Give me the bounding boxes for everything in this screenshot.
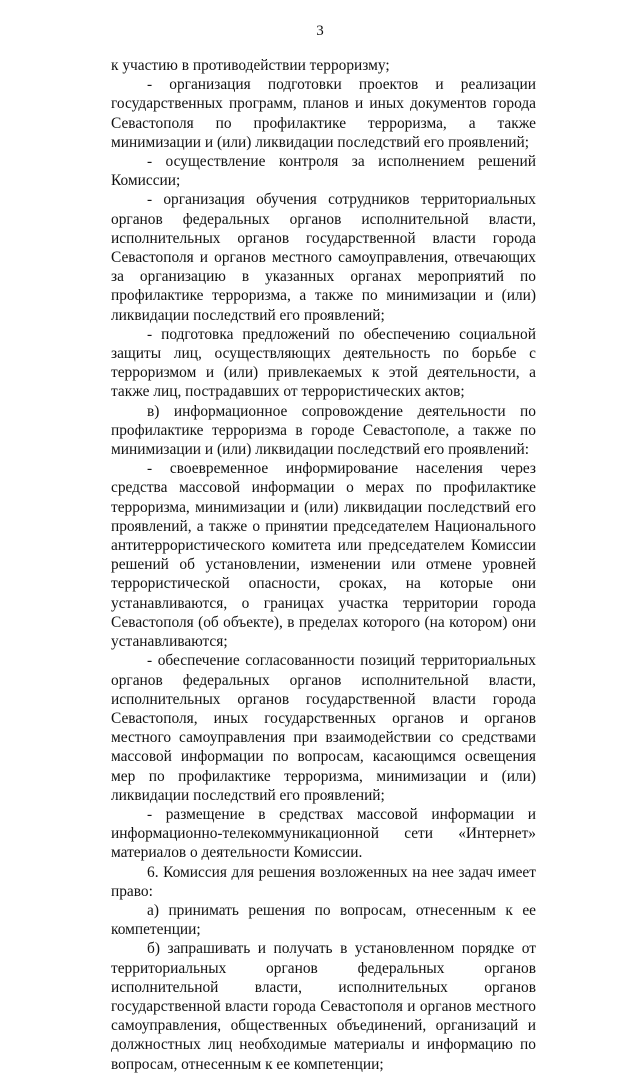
paragraph-5: - подготовка предложений по обеспечению социальной защиты лиц, осуществляющих деятельность по борьбе с терроризмом и (или) привлекаемых к этой деятельности, а также лиц, пострадавших от террористических актов; xyxy=(111,325,536,401)
paragraph-6: в) информационное сопровождение деятельности по профилактике терроризма в городе Севастополе, а также по минимизации и (или) ликвидации последствий его проявлений: xyxy=(111,402,536,459)
paragraph-9: - размещение в средствах массовой информации и информационно-телекоммуникационной сети «Интернет» материалов о деятельности Комиссии. xyxy=(111,805,536,862)
document-body xyxy=(111,56,536,1074)
paragraph-10: 6. Комиссия для решения возложенных на нее задач имеет право: xyxy=(111,863,536,900)
page-number: 3 xyxy=(316,23,324,39)
paragraph-3: - осуществление контроля за исполнением решений Комиссии; xyxy=(111,153,536,190)
paragraph-1: к участию в противодействии терроризму; xyxy=(111,57,390,74)
paragraph-4: - организация обучения сотрудников территориальных органов федеральных органов исполнительной власти, исполнительных органов государственной власти города Севастополя и органов местного самоуправления, отвечающих за организацию в указанных органах мероприятий по профилактике терроризма, а также по минимизации и (или) ликвидации последствий его проявлений; xyxy=(111,191,536,324)
paragraph-12: б) запрашивать и получать в установленном порядке от территориальных органов федеральных органов исполнительной власти, исполнительных органов государственной власти города Севастополя и органов местного самоуправления, общественных объединений, организаций и должностных лиц необходимые материалы и информацию по вопросам, отнесенным к ее компетенции; xyxy=(111,940,536,1073)
paragraph-11: а) принимать решения по вопросам, отнесенным к ее компетенции; xyxy=(111,901,536,939)
paragraph-8: - обеспечение согласованности позиций территориальных органов федеральных органов исполнительной власти, исполнительных органов государственной власти города Севастополя, иных государственных органов и органов местного самоуправления при взаимодействии со средствами массовой информации по вопросам, касающимся освещения мер по профилактике терроризма, минимизации и (или) ликвидации последствий его проявлений; xyxy=(111,652,536,804)
paragraph-7: - своевременное информирование населения через средства массовой информации о мерах по профилактике терроризма, минимизации и (или) ликвидации последствий его проявлений, а также о принятии председателем Национального антитеррористического комитета или председателем Комиссии решений об установлении, изменении или отмене уровней террористической опасности, сроках, на которые они устанавливаются, о границах участка территории города Севастополя (об объекте), в пределах которого (на котором) они устанавливаются; xyxy=(111,460,536,651)
paragraph-2: - организация подготовки проектов и реализации государственных программ, планов и иных документов города Севастополя по профилактике терроризма, а также минимизации и (или) ликвидации последствий его проявлений; xyxy=(111,76,536,151)
